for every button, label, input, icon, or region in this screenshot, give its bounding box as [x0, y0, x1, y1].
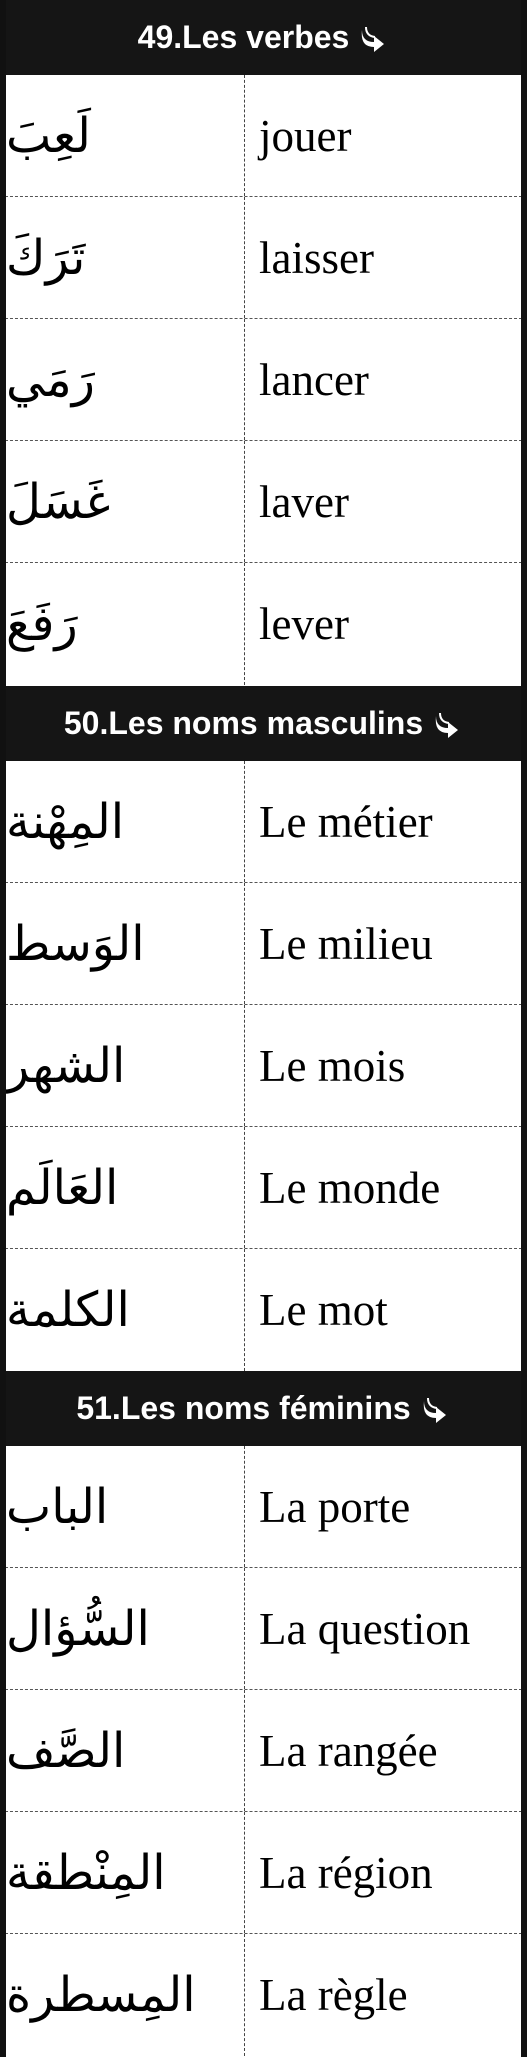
vocab-row — [0, 1005, 527, 1127]
arabic-word: الشهر — [6, 1037, 126, 1094]
vocab-row — [0, 197, 527, 319]
arrow-right-icon — [419, 1393, 451, 1425]
section-verbes — [0, 0, 527, 686]
french-word: La porte — [259, 1481, 411, 1532]
column-divider — [244, 1934, 245, 2056]
section-noms-masculins — [0, 686, 527, 1371]
arabic-word: رَمَي — [6, 351, 95, 408]
column-divider — [244, 319, 245, 440]
column-divider — [244, 1005, 245, 1126]
arabic-word: تَرَكَ — [6, 229, 86, 286]
french-word: lever — [259, 599, 349, 649]
column-divider — [244, 1446, 245, 1567]
french-word: La règle — [259, 1970, 408, 2020]
arabic-word: الوَسط — [6, 915, 145, 972]
column-divider — [244, 1812, 245, 1933]
column-divider — [244, 883, 245, 1004]
vocab-row — [0, 883, 527, 1005]
arabic-word: الباب — [6, 1478, 109, 1535]
vocab-row — [0, 1812, 527, 1934]
column-divider — [244, 1690, 245, 1811]
arabic-word: المِسطرة — [6, 1967, 196, 2023]
column-divider — [244, 75, 245, 196]
column-divider — [244, 1568, 245, 1689]
section-title: 51.Les noms féminins — [76, 1390, 411, 1426]
vocab-row — [0, 1568, 527, 1690]
vocab-row — [0, 563, 527, 685]
arabic-word: غَسَلَ — [6, 473, 111, 530]
french-word: Le mois — [259, 1040, 406, 1091]
column-divider — [244, 1127, 245, 1248]
arabic-word: الكلمة — [6, 1282, 130, 1338]
arabic-word: رَفَعَ — [6, 596, 78, 652]
french-word: jouer — [259, 110, 352, 161]
vocab-row — [0, 1446, 527, 1568]
vocab-row — [0, 1249, 527, 1371]
section-noms-feminins — [0, 1371, 527, 2057]
column-divider — [244, 197, 245, 318]
french-word: laisser — [259, 232, 374, 283]
french-word: Le milieu — [259, 918, 433, 969]
arabic-word: المِهْنة — [6, 793, 125, 850]
vocab-row — [0, 441, 527, 563]
vocab-row — [0, 75, 527, 197]
vocab-row — [0, 1127, 527, 1249]
french-word: Le métier — [259, 796, 433, 847]
vocab-row — [0, 1690, 527, 1812]
french-word: Le monde — [259, 1162, 441, 1213]
arrow-right-icon — [357, 22, 389, 54]
arabic-word: الصَّف — [6, 1722, 126, 1779]
vocab-row — [0, 1934, 527, 2056]
column-divider — [244, 563, 245, 685]
section-title: 49.Les verbes — [137, 19, 350, 55]
french-word: lancer — [259, 354, 369, 405]
arabic-word: السُّؤال — [6, 1600, 150, 1657]
french-word: La question — [259, 1603, 471, 1654]
french-word: Le mot — [259, 1285, 388, 1335]
french-word: laver — [259, 476, 349, 527]
arabic-word: العَالَم — [6, 1159, 119, 1216]
column-divider — [244, 761, 245, 882]
arrow-right-icon — [431, 708, 463, 740]
vocab-row — [0, 319, 527, 441]
column-divider — [244, 441, 245, 562]
arabic-word: المِنْطقة — [6, 1844, 166, 1901]
section-header — [0, 1371, 527, 1446]
section-header — [0, 0, 527, 75]
french-word: La région — [259, 1847, 433, 1898]
french-word: La rangée — [259, 1725, 438, 1776]
vocab-row — [0, 761, 527, 883]
section-title: 50.Les noms masculins — [63, 705, 424, 741]
section-header — [0, 686, 527, 761]
column-divider — [244, 1249, 245, 1371]
arabic-word: لَعِبَ — [6, 107, 91, 164]
